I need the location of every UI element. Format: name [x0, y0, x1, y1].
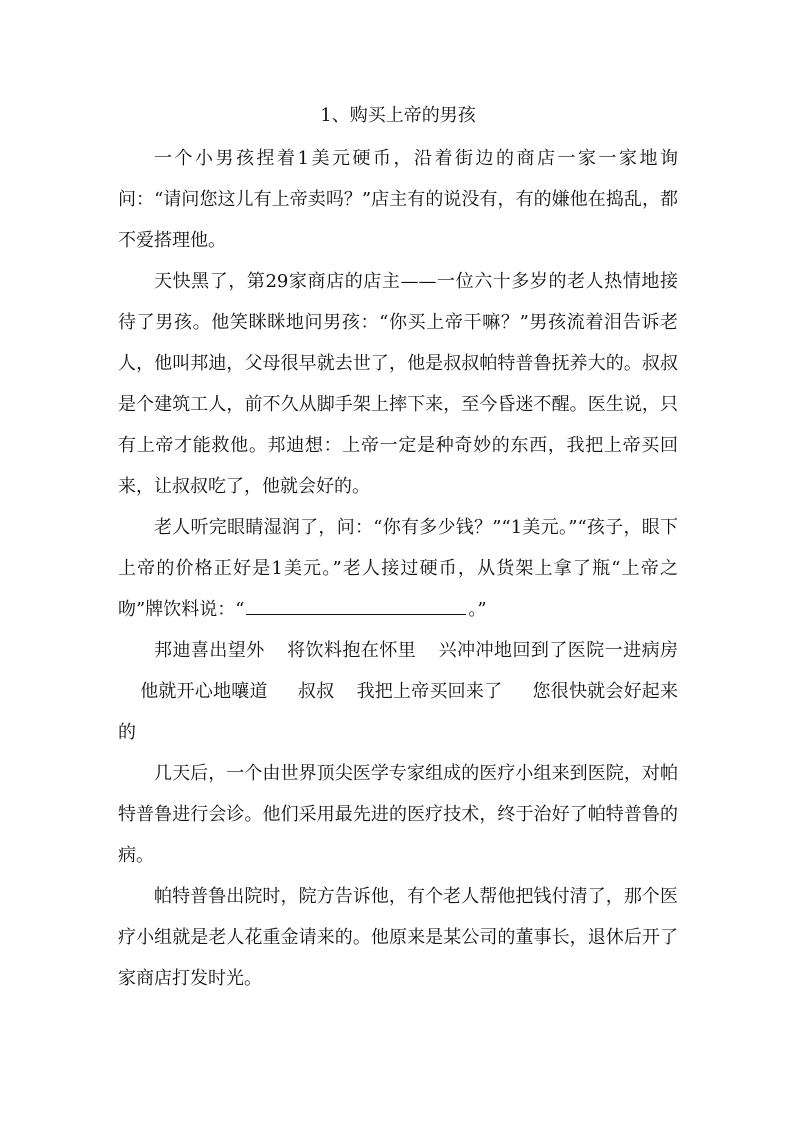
- segment-4: 一进病房: [604, 640, 679, 661]
- paragraph-3: [118, 507, 678, 630]
- segment-7: 我把上帝买回来了: [356, 681, 503, 702]
- segment-8: 您很快就会好起来的: [118, 681, 679, 743]
- paragraph-5: 几天后，一个由世界顶尖医学专家组成的医疗小组来到医院，对帕特普鲁进行会诊。他们采用最先进的医疗技术，终于治好了帕特普鲁的病。: [118, 763, 678, 866]
- fill-in-blank[interactable]: [246, 594, 466, 615]
- story-title: 1、购买上帝的男孩: [320, 105, 476, 126]
- paragraph-3-text: 老人听完眼睛湿润了，问：“你有多少钱？”“1美元。”“孩子，眼下上帝的价格正好是1美元。”老人接过硬币，从货架上拿了瓶“上帝之吻”牌饮料说：“: [118, 517, 678, 620]
- segment-5: 他就开心地嚷道: [140, 681, 268, 702]
- paragraph-1: 一个小男孩捏着1美元硬币，沿着街边的商店一家一家地询问：“请问您这儿有上帝卖吗？”店主有的说没有，有的嫌他在捣乱，都不爱搭理他。: [118, 148, 678, 251]
- paragraph-2: 天快黑了，第29家商店的店主——一位六十多岁的老人热情地接待了男孩。他笑眯眯地问男孩：“你买上帝干嘛？”男孩流着泪告诉老人，他叫邦迪，父母很早就去世了，他是叔叔帕特普鲁抚养大的。叔叔是个建筑工人，前不久从脚手架上摔下来，至今昏迷不醒。医生说，只有上帝才能救他。邦迪想：上帝一定是种奇妙的东西，我把上帝买回来，让叔叔吃了，他就会好的。: [118, 271, 678, 497]
- paragraph-3-closing: 。”: [468, 599, 487, 620]
- segment-2: 将饮料抱在怀里: [286, 640, 417, 661]
- paragraph-4-punctuation-exercise: [118, 630, 678, 753]
- document-page: [118, 98, 678, 999]
- segment-3: 兴冲冲地回到了医院: [438, 640, 605, 661]
- segment-6: 叔叔: [297, 681, 335, 702]
- paragraph-6: 帕特普鲁出院时，院方告诉他，有个老人帮他把钱付清了，那个医疗小组就是老人花重金请来的。他原来是某公司的董事长，退休后开了家商店打发时光。: [118, 886, 678, 989]
- segment-1: 邦迪喜出望外: [154, 640, 265, 661]
